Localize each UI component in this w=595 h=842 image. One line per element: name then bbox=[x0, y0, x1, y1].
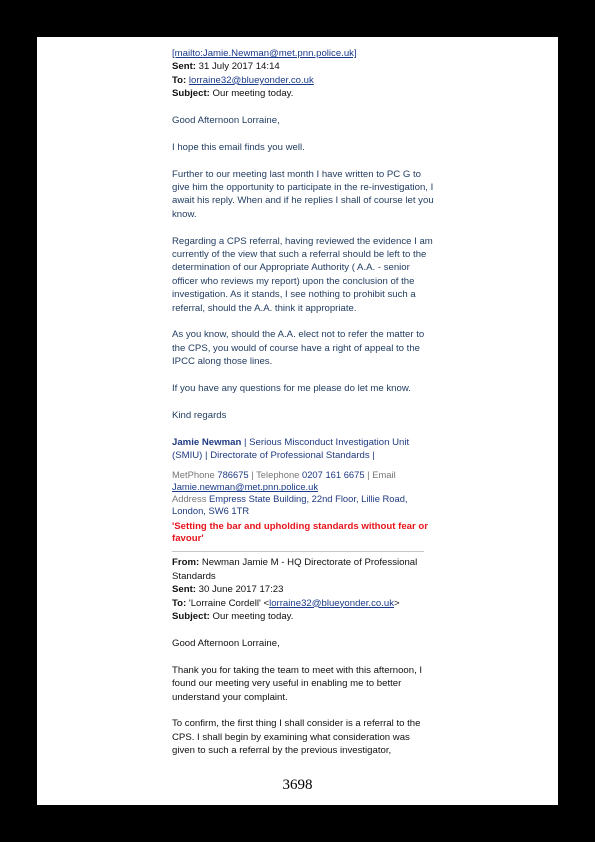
sent-label: Sent: bbox=[172, 584, 196, 596]
signature-email-link[interactable]: Jamie.newman@met.pnn.police.uk bbox=[172, 481, 319, 493]
to-label: To: bbox=[172, 597, 187, 609]
signature-name: Jamie Newman bbox=[172, 436, 242, 448]
email1-greeting: Good Afternoon Lorraine, bbox=[172, 115, 280, 127]
email1-paragraph-1: I hope this email finds you well. bbox=[172, 141, 305, 153]
email2-sent-line bbox=[172, 583, 434, 596]
to-suffix: > bbox=[394, 597, 400, 609]
email1-paragraph-5: If you have any questions for me please do let me know. bbox=[172, 383, 411, 395]
to-name: 'Lorraine Cordell' < bbox=[188, 597, 270, 609]
email-thread bbox=[172, 47, 434, 758]
signature-motto: 'Setting the bar and upholding standards without fear or favour' bbox=[172, 521, 428, 545]
email1-paragraph-4: As you know, should the A.A. elect not to refer the matter to the CPS, you would of course have a right of appeal to the IPCC along those lines. bbox=[172, 329, 425, 368]
subject-value: Our meeting today. bbox=[212, 88, 294, 100]
telephone-label: | Telephone bbox=[251, 469, 300, 481]
email1-mailto-line bbox=[172, 47, 434, 60]
email2-greeting: Good Afternoon Lorraine, bbox=[172, 637, 280, 649]
telephone-value: 0207 161 6675 bbox=[299, 469, 368, 481]
from-label: From: bbox=[172, 557, 200, 569]
to-email-link[interactable]: lorraine32@blueyonder.co.uk bbox=[188, 74, 314, 86]
email2-to-line bbox=[172, 597, 434, 610]
signature-phone-line bbox=[172, 469, 434, 493]
address-value: Empress State Building, 22nd Floor, Lillie Road, London, SW6 1TR bbox=[172, 493, 408, 517]
email2-paragraph-1: Thank you for taking the team to meet with this afternoon, I found our meeting very useful in enabling me to better understand your complaint. bbox=[172, 664, 423, 703]
signature-name-line bbox=[172, 436, 434, 463]
email1-to-line bbox=[172, 74, 434, 87]
signature-address-line bbox=[172, 493, 434, 517]
sent-value: 31 July 2017 14:14 bbox=[198, 61, 280, 73]
page-number: 3698 bbox=[282, 777, 313, 793]
metphone-value: 786675 bbox=[214, 469, 252, 481]
email2-paragraph-2: To confirm, the first thing I shall consider is a referral to the CPS. I shall begin by examining what consideration was given to such a referral by the previous investigator, bbox=[172, 718, 421, 757]
subject-label: Subject: bbox=[172, 611, 210, 623]
address-label: Address bbox=[172, 493, 207, 505]
divider bbox=[172, 551, 424, 552]
email1-paragraph-2: Further to our meeting last month I have written to PC G to give him the opportunity to participate in the re-investigation, I await his reply. When and if he replies I shall of course let you know. bbox=[172, 168, 434, 220]
email2-from-line bbox=[172, 556, 434, 583]
email1-closing: Kind regards bbox=[172, 409, 227, 421]
from-value: Newman Jamie M - HQ Directorate of Professional Standards bbox=[172, 557, 418, 582]
mailto-link[interactable]: [mailto:Jamie.Newman@met.pnn.police.uk] bbox=[172, 48, 357, 59]
to-email-link[interactable]: lorraine32@blueyonder.co.uk bbox=[269, 597, 395, 609]
metphone-label: MetPhone bbox=[172, 469, 215, 481]
email1-sent-line bbox=[172, 60, 434, 73]
email-label: | Email bbox=[367, 469, 396, 481]
subject-label: Subject: bbox=[172, 88, 210, 100]
subject-value: Our meeting today. bbox=[212, 611, 294, 623]
email1-subject-line bbox=[172, 87, 434, 100]
sent-value: 30 June 2017 17:23 bbox=[198, 584, 284, 596]
to-label: To: bbox=[172, 74, 187, 86]
signature-unit: | Serious Misconduct Investigation Unit (SMIU) | Directorate of Professional Standards | bbox=[172, 436, 410, 462]
email2-subject-line bbox=[172, 610, 434, 623]
document-page bbox=[37, 37, 558, 805]
sent-label: Sent: bbox=[172, 61, 196, 73]
email1-paragraph-3: Regarding a CPS referral, having reviewed the evidence I am currently of the view that such a referral should be left to the determination of our Appropriate Authority ( A.A. - senior officer who reviews my report) upon the conclusion of the investigation. As it stands, I see nothing to prohibit such a referral, should the A.A. think it appropriate. bbox=[172, 235, 433, 314]
